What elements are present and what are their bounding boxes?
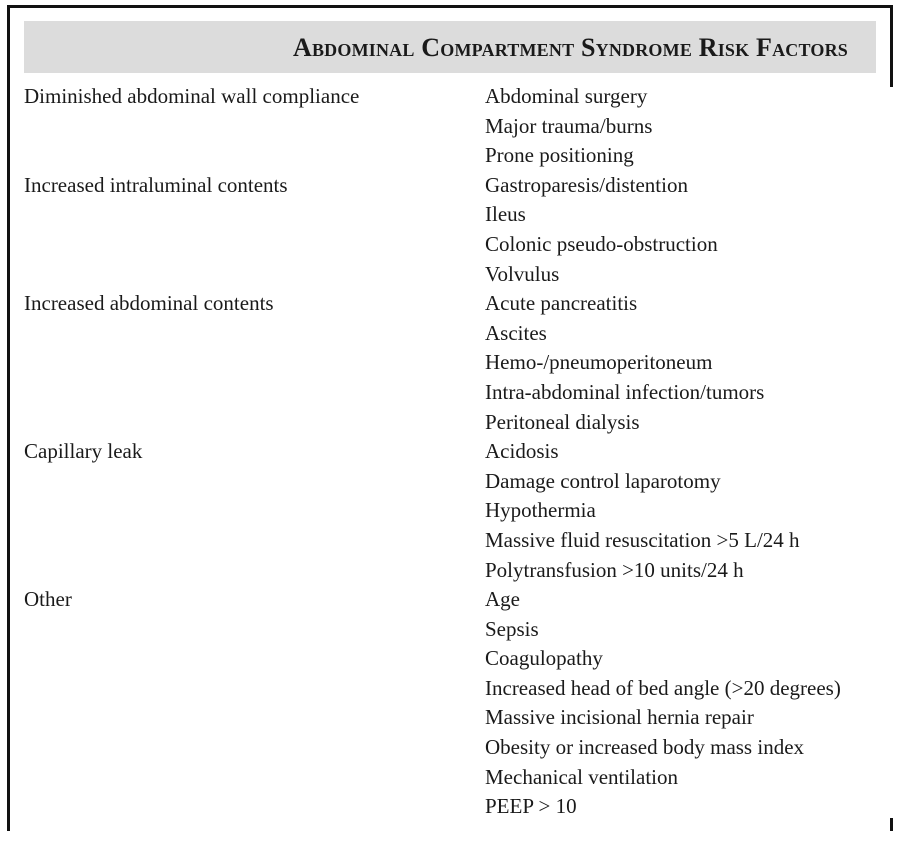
risk-factor: Acidosis: [485, 439, 559, 464]
risk-group: [24, 171, 896, 289]
risk-category: Increased abdominal contents: [24, 291, 274, 316]
risk-group: [24, 289, 896, 437]
risk-factor: Increased head of bed angle (>20 degrees): [485, 675, 841, 700]
risk-factor: Age: [485, 587, 520, 612]
risk-factor: Massive fluid resuscitation >5 L/24 h: [485, 527, 800, 552]
risk-factor-list: [485, 171, 896, 289]
risk-factor: Sepsis: [485, 616, 539, 641]
table-frame-right-border: [890, 5, 893, 87]
risk-factor: Mechanical ventilation: [485, 764, 679, 789]
risk-group: [24, 585, 896, 822]
risk-factor: Intra-abdominal infection/tumors: [485, 379, 765, 404]
risk-factor-list: [485, 437, 896, 585]
risk-factor: Massive incisional hernia repair: [485, 705, 754, 730]
title-bar: [24, 21, 876, 73]
risk-group: [24, 82, 896, 171]
risk-factor: Ascites: [485, 320, 547, 345]
risk-factor: Prone positioning: [485, 143, 634, 168]
table-frame-top-border: [7, 5, 893, 8]
table-title: Abdominal Compartment Syndrome Risk Factors: [293, 33, 848, 62]
risk-factor: Coagulopathy: [485, 646, 603, 671]
risk-factor-list: [485, 82, 896, 171]
risk-factor: Major trauma/burns: [485, 113, 653, 138]
risk-factor: Ileus: [485, 202, 526, 227]
risk-category: Diminished abdominal wall compliance: [24, 84, 360, 108]
risk-factor: Acute pancreatitis: [485, 291, 638, 316]
risk-factor: Hypothermia: [485, 498, 596, 523]
risk-factor: PEEP > 10: [485, 794, 577, 819]
risk-category: Capillary leak: [24, 439, 143, 464]
risk-factor-list: [485, 585, 896, 822]
risk-group: [24, 437, 896, 585]
risk-factor: Polytransfusion >10 units/24 h: [485, 557, 744, 582]
risk-factor: Damage control laparotomy: [485, 468, 721, 493]
risk-factor: Obesity or increased body mass index: [485, 735, 805, 760]
risk-factor-list: [485, 289, 896, 437]
risk-factor: Gastroparesis/distention: [485, 172, 688, 197]
risk-factor: Peritoneal dialysis: [485, 409, 640, 434]
risk-category: Increased intraluminal contents: [24, 172, 288, 197]
risk-factor: Volvulus: [485, 261, 560, 286]
risk-category: Other: [24, 587, 72, 612]
table-frame-left-border: [7, 5, 10, 831]
risk-factor-table: [24, 82, 896, 822]
risk-factor: Hemo-/pneumoperitoneum: [485, 350, 713, 375]
risk-factor: Colonic pseudo-obstruction: [485, 231, 718, 256]
risk-factor: Abdominal surgery: [485, 84, 648, 108]
